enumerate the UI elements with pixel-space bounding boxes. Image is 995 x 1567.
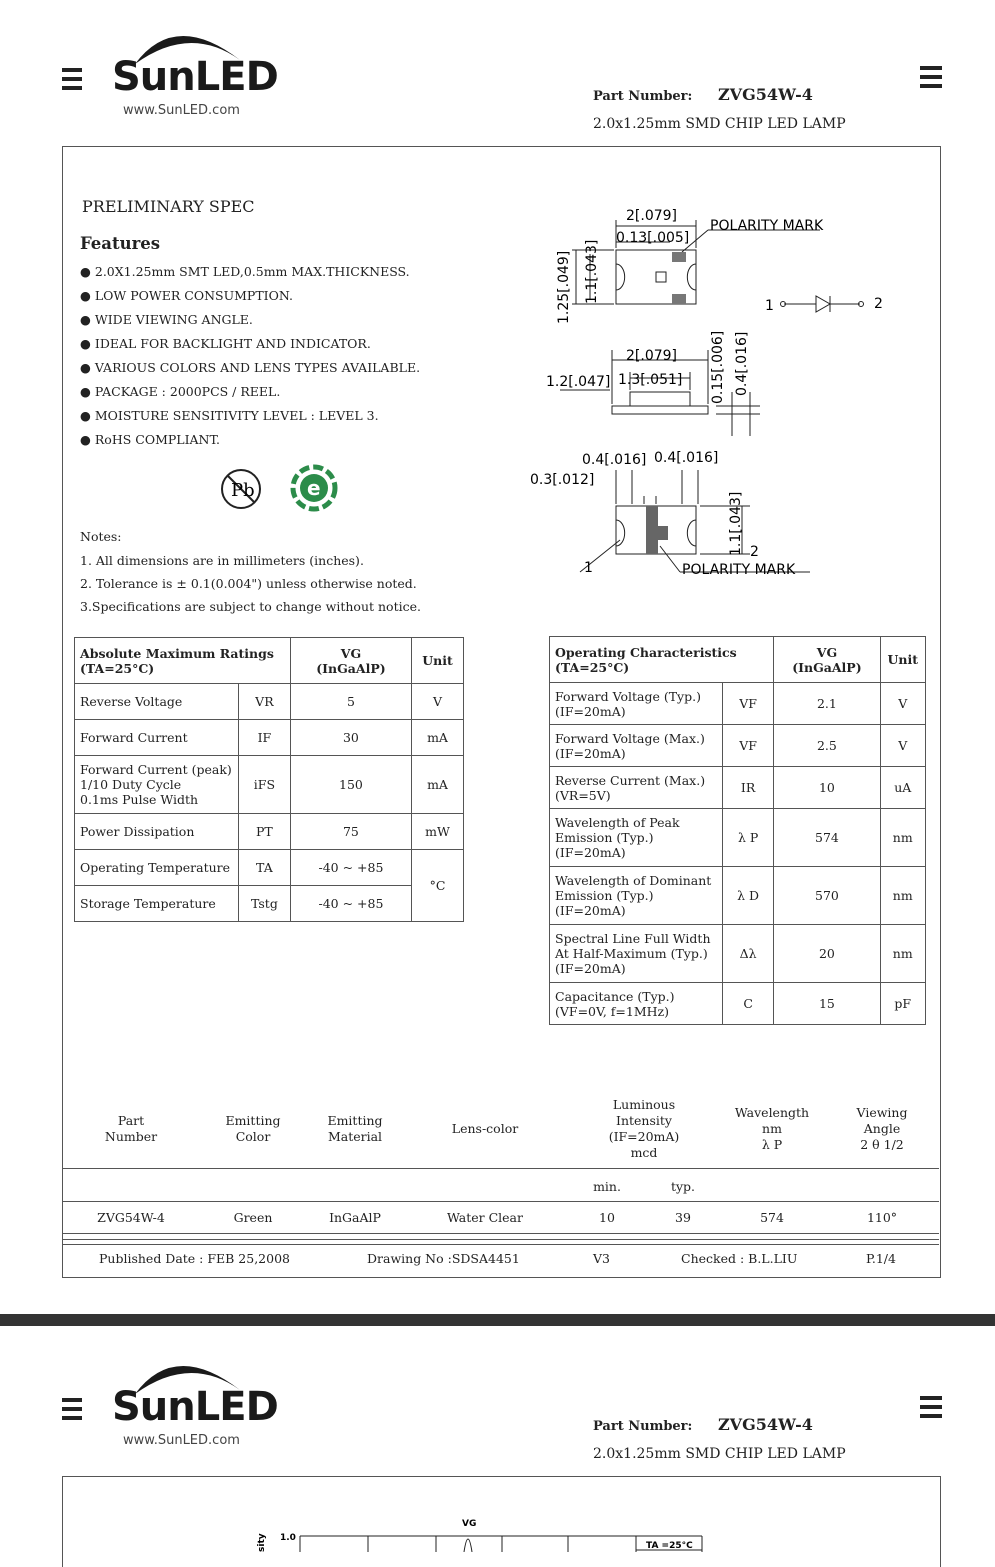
rohs-e-text: e	[307, 476, 321, 500]
menu-icon[interactable]	[62, 1398, 82, 1425]
product-subtitle: 2.0x1.25mm SMD CHIP LED LAMP	[593, 116, 846, 132]
chart-legend: TA =25°C	[646, 1541, 693, 1551]
dim-label: 1.1[.043]	[584, 239, 600, 304]
table-row: Forward Voltage (Typ.) (IF=20mA) VF 2.1 V	[550, 683, 926, 725]
cell-typ: 39	[675, 1210, 691, 1225]
menu-icon-right[interactable]	[920, 66, 942, 93]
published-date: Published Date : FEB 25,2008	[99, 1251, 290, 1266]
dim-label: 0.3[.012]	[530, 472, 595, 488]
pin-label: 1	[584, 560, 593, 576]
sub-header-typ: typ.	[670, 1179, 696, 1194]
dim-label: 2[.079]	[626, 348, 678, 364]
abs-max-table	[74, 637, 464, 922]
spectrum-chart-partial	[250, 1512, 710, 1552]
feature-item: ● IDEAL FOR BACKLIGHT AND INDICATOR.	[80, 336, 371, 351]
feature-item: ● PACKAGE : 2000PCS / REEL.	[80, 384, 281, 399]
version: V3	[593, 1251, 610, 1266]
chart-series-label: VG	[462, 1519, 477, 1529]
feature-item: ● 2.0X1.25mm SMT LED,0.5mm MAX.THICKNESS.	[80, 264, 410, 279]
y-axis-label: sity	[257, 1533, 267, 1552]
dim-label: 0.13[.005]	[616, 230, 690, 246]
part-number: ZVG54W-4	[718, 1415, 813, 1434]
part-number: ZVG54W-4	[718, 85, 813, 104]
product-subtitle: 2.0x1.25mm SMD CHIP LED LAMP	[593, 1446, 846, 1462]
dim-label: 0.15[.006]	[710, 330, 726, 404]
polarity-label: POLARITY MARK	[682, 562, 796, 578]
pin-label: 1	[765, 298, 774, 314]
col-header-viewing: Viewing Angle 2 θ 1/2	[856, 1105, 908, 1152]
feature-item: ● VARIOUS COLORS AND LENS TYPES AVAILABLE.	[80, 360, 421, 375]
part-number-label: Part Number:	[593, 89, 693, 104]
cell-material: InGaAlP	[329, 1210, 381, 1225]
dim-label: 1.1[.043]	[728, 491, 744, 556]
features-title: Features	[80, 234, 161, 253]
col-header-wavelength: Wavelength nm λ P	[734, 1105, 810, 1152]
dim-label: 0.4[.016]	[734, 331, 750, 396]
cell-part: ZVG54W-4	[97, 1210, 165, 1225]
col-header-emitting-material: Emitting Material	[327, 1113, 383, 1144]
table-row: Storage Temperature Tstg -40 ~ +85	[75, 886, 464, 922]
spec-title: PRELIMINARY SPEC	[82, 197, 255, 216]
table-row: Reverse Current (Max.) (VR=5V) IR 10 uA	[550, 767, 926, 809]
col-header-part: Part Number	[104, 1113, 158, 1144]
menu-icon[interactable]	[62, 68, 82, 95]
y-tick-label: 1.0	[280, 1533, 296, 1543]
table-row: Spectral Line Full Width At Half-Maximum (Typ.) (IF=20mA) Δλ 20 nm	[550, 925, 926, 983]
cell-lens: Water Clear	[447, 1210, 523, 1225]
divider	[62, 1233, 939, 1234]
note-item: 1. All dimensions are in millimeters (inches).	[80, 553, 364, 568]
feature-item: ● LOW POWER CONSUMPTION.	[80, 288, 293, 303]
cell-color: Green	[233, 1210, 273, 1225]
table-row: Wavelength of Peak Emission (Typ.) (IF=20mA) λ P 574 nm	[550, 809, 926, 867]
sub-header-min: min.	[593, 1179, 621, 1194]
divider	[62, 1244, 939, 1245]
checked-by: Checked : B.L.LIU	[681, 1251, 798, 1266]
polarity-label: POLARITY MARK	[710, 218, 824, 234]
brand-url[interactable]: www.SunLED.com	[123, 103, 240, 118]
brand-logo: SunLED	[112, 1384, 278, 1430]
page-separator	[0, 1314, 995, 1326]
op-char-table	[549, 636, 926, 1025]
feature-item: ● MOISTURE SENSITIVITY LEVEL : LEVEL 3.	[80, 408, 379, 423]
col-header-lens: Lens-color	[451, 1121, 519, 1136]
note-item: 2. Tolerance is ± 0.1(0.004") unless otherwise noted.	[80, 576, 417, 591]
cell-min: 10	[599, 1210, 615, 1225]
abs-max-vg-header: VG (InGaAlP)	[290, 638, 411, 684]
brand-url[interactable]: www.SunLED.com	[123, 1433, 240, 1448]
table-row: Wavelength of Dominant Emission (Typ.) (IF=20mA) λ D 570 nm	[550, 867, 926, 925]
table-row: Forward Current (peak) 1/10 Duty Cycle 0.1ms Pulse Width iFS 150 mA	[75, 756, 464, 814]
dimension-drawing	[520, 200, 930, 590]
table-row: Reverse Voltage VR 5 V	[75, 684, 464, 720]
table-row: Operating Temperature TA -40 ~ +85 °C	[75, 850, 464, 886]
dim-label: 0.4[.016]	[582, 452, 647, 468]
menu-icon-right[interactable]	[920, 1396, 942, 1423]
dim-label: 2[.079]	[626, 208, 678, 224]
op-char-unit-header: Unit	[880, 637, 926, 683]
notes-title: Notes:	[80, 529, 122, 544]
note-item: 3.Specifications are subject to change without notice.	[80, 599, 421, 614]
pb-text: Pb	[231, 480, 255, 501]
part-number-label: Part Number:	[593, 1419, 693, 1434]
pin-label: 2	[750, 544, 759, 560]
cell-wave: 574	[760, 1210, 784, 1225]
abs-max-header: Absolute Maximum Ratings (TA=25°C)	[75, 638, 291, 684]
dim-label: 0.4[.016]	[654, 450, 719, 466]
dim-label: 1.25[.049]	[556, 250, 572, 324]
cell-view: 110°	[866, 1210, 898, 1225]
divider	[62, 1239, 939, 1240]
divider	[62, 1168, 939, 1169]
rohs-e-icon	[287, 463, 341, 513]
table-row: Power Dissipation PT 75 mW	[75, 814, 464, 850]
brand-logo: SunLED	[112, 54, 278, 100]
page-number: P.1/4	[866, 1251, 896, 1266]
divider	[62, 1201, 939, 1202]
dim-label: 1.3[.051]	[618, 372, 683, 388]
col-header-luminous: Luminous Intensity (IF=20mA) mcd	[608, 1097, 680, 1160]
pb-free-icon	[219, 467, 263, 511]
features-list	[80, 260, 500, 452]
op-char-header: Operating Characteristics (TA=25°C)	[550, 637, 774, 683]
pin-label: 2	[874, 296, 883, 312]
feature-item: ● RoHS COMPLIANT.	[80, 432, 220, 447]
dim-label: 1.2[.047]	[546, 374, 611, 390]
table-row: Capacitance (Typ.) (VF=0V, f=1MHz) C 15 pF	[550, 983, 926, 1025]
abs-max-unit-header: Unit	[412, 638, 464, 684]
drawing-number: Drawing No :SDSA4451	[367, 1251, 520, 1266]
col-header-emitting-color: Emitting Color	[225, 1113, 281, 1144]
table-row: Forward Voltage (Max.) (IF=20mA) VF 2.5 V	[550, 725, 926, 767]
op-char-vg-header: VG (InGaAlP)	[774, 637, 880, 683]
table-row: Forward Current IF 30 mA	[75, 720, 464, 756]
feature-item: ● WIDE VIEWING ANGLE.	[80, 312, 253, 327]
